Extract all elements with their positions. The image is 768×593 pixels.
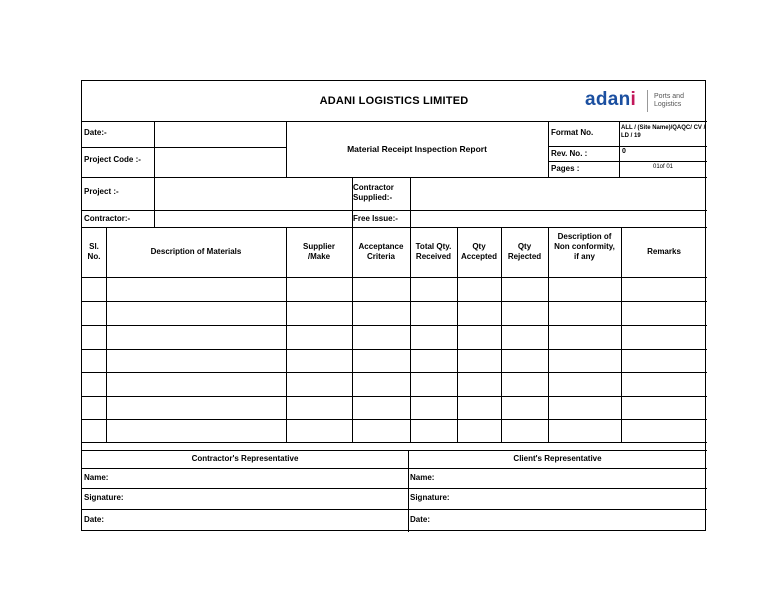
client-name-label: Name: — [410, 473, 435, 482]
col-header: Qty Rejected — [507, 242, 542, 261]
client-signature-label: Signature: — [410, 493, 450, 502]
col-header: Remarks — [647, 247, 681, 256]
rule — [548, 146, 707, 147]
rule — [82, 277, 707, 278]
contractor-supplied-label: Contractor Supplied:- — [353, 183, 394, 202]
rule — [410, 177, 411, 227]
contractor-signature-label: Signature: — [84, 493, 124, 502]
col-header: Description of Non conformity, if any — [554, 232, 615, 261]
rule — [82, 177, 707, 178]
col-header: Description of Materials — [150, 247, 242, 256]
logo-divider — [647, 90, 648, 112]
inspection-form — [81, 80, 706, 531]
col-header: Acceptance Criteria — [358, 242, 404, 261]
rule — [82, 147, 286, 148]
contractor-date-label: Date: — [84, 515, 105, 524]
rule — [286, 227, 287, 442]
rule — [82, 121, 707, 122]
project-label: Project :- — [84, 187, 119, 196]
rule — [82, 349, 707, 350]
rule — [82, 450, 707, 451]
rule — [501, 227, 502, 442]
rule — [82, 227, 707, 228]
rev-no-label: Rev. No. : — [551, 149, 588, 158]
pages-value: 01of 01 — [652, 164, 674, 170]
rule — [548, 227, 549, 442]
rule — [82, 488, 707, 489]
contractor-name-label: Name: — [84, 473, 109, 482]
contractor-label: Contractor:- — [84, 214, 131, 223]
project-code-label: Project Code :- — [84, 155, 141, 164]
pages-label: Pages : — [551, 164, 580, 173]
company-title: ADANI LOGISTICS LIMITED — [319, 95, 469, 107]
rule — [82, 419, 707, 420]
col-header: Sl. No. — [87, 242, 101, 261]
contractor-rep-heading: Contractor's Representative — [191, 454, 299, 463]
report-title: Material Receipt Inspection Report — [347, 144, 487, 154]
logo-subtitle: Ports and Logistics — [654, 93, 684, 108]
format-no-value: ALL / (Site Name)/QAQC/ CV / LD / 19 — [621, 125, 706, 139]
rule — [82, 301, 707, 302]
format-no-label: Format No. — [551, 128, 594, 137]
rule — [82, 372, 707, 373]
logo-wordmark: adani — [585, 89, 637, 110]
date-label: Date:- — [84, 128, 107, 137]
rule — [82, 396, 707, 397]
rev-no-value: 0 — [622, 148, 626, 155]
free-issue-label: Free Issue:- — [353, 214, 398, 223]
rule — [548, 121, 549, 177]
rule — [82, 210, 707, 211]
rule — [106, 227, 107, 442]
col-header: Supplier /Make — [302, 242, 335, 261]
rule — [82, 509, 707, 510]
rule — [82, 468, 707, 469]
rule — [154, 121, 155, 227]
client-rep-heading: Client's Representative — [513, 454, 602, 463]
rule — [82, 442, 707, 443]
col-header: Total Qty. Received — [415, 242, 452, 261]
col-header: Qty Accepted — [460, 242, 497, 261]
client-date-label: Date: — [410, 515, 431, 524]
rule — [82, 325, 707, 326]
rule — [621, 227, 622, 442]
